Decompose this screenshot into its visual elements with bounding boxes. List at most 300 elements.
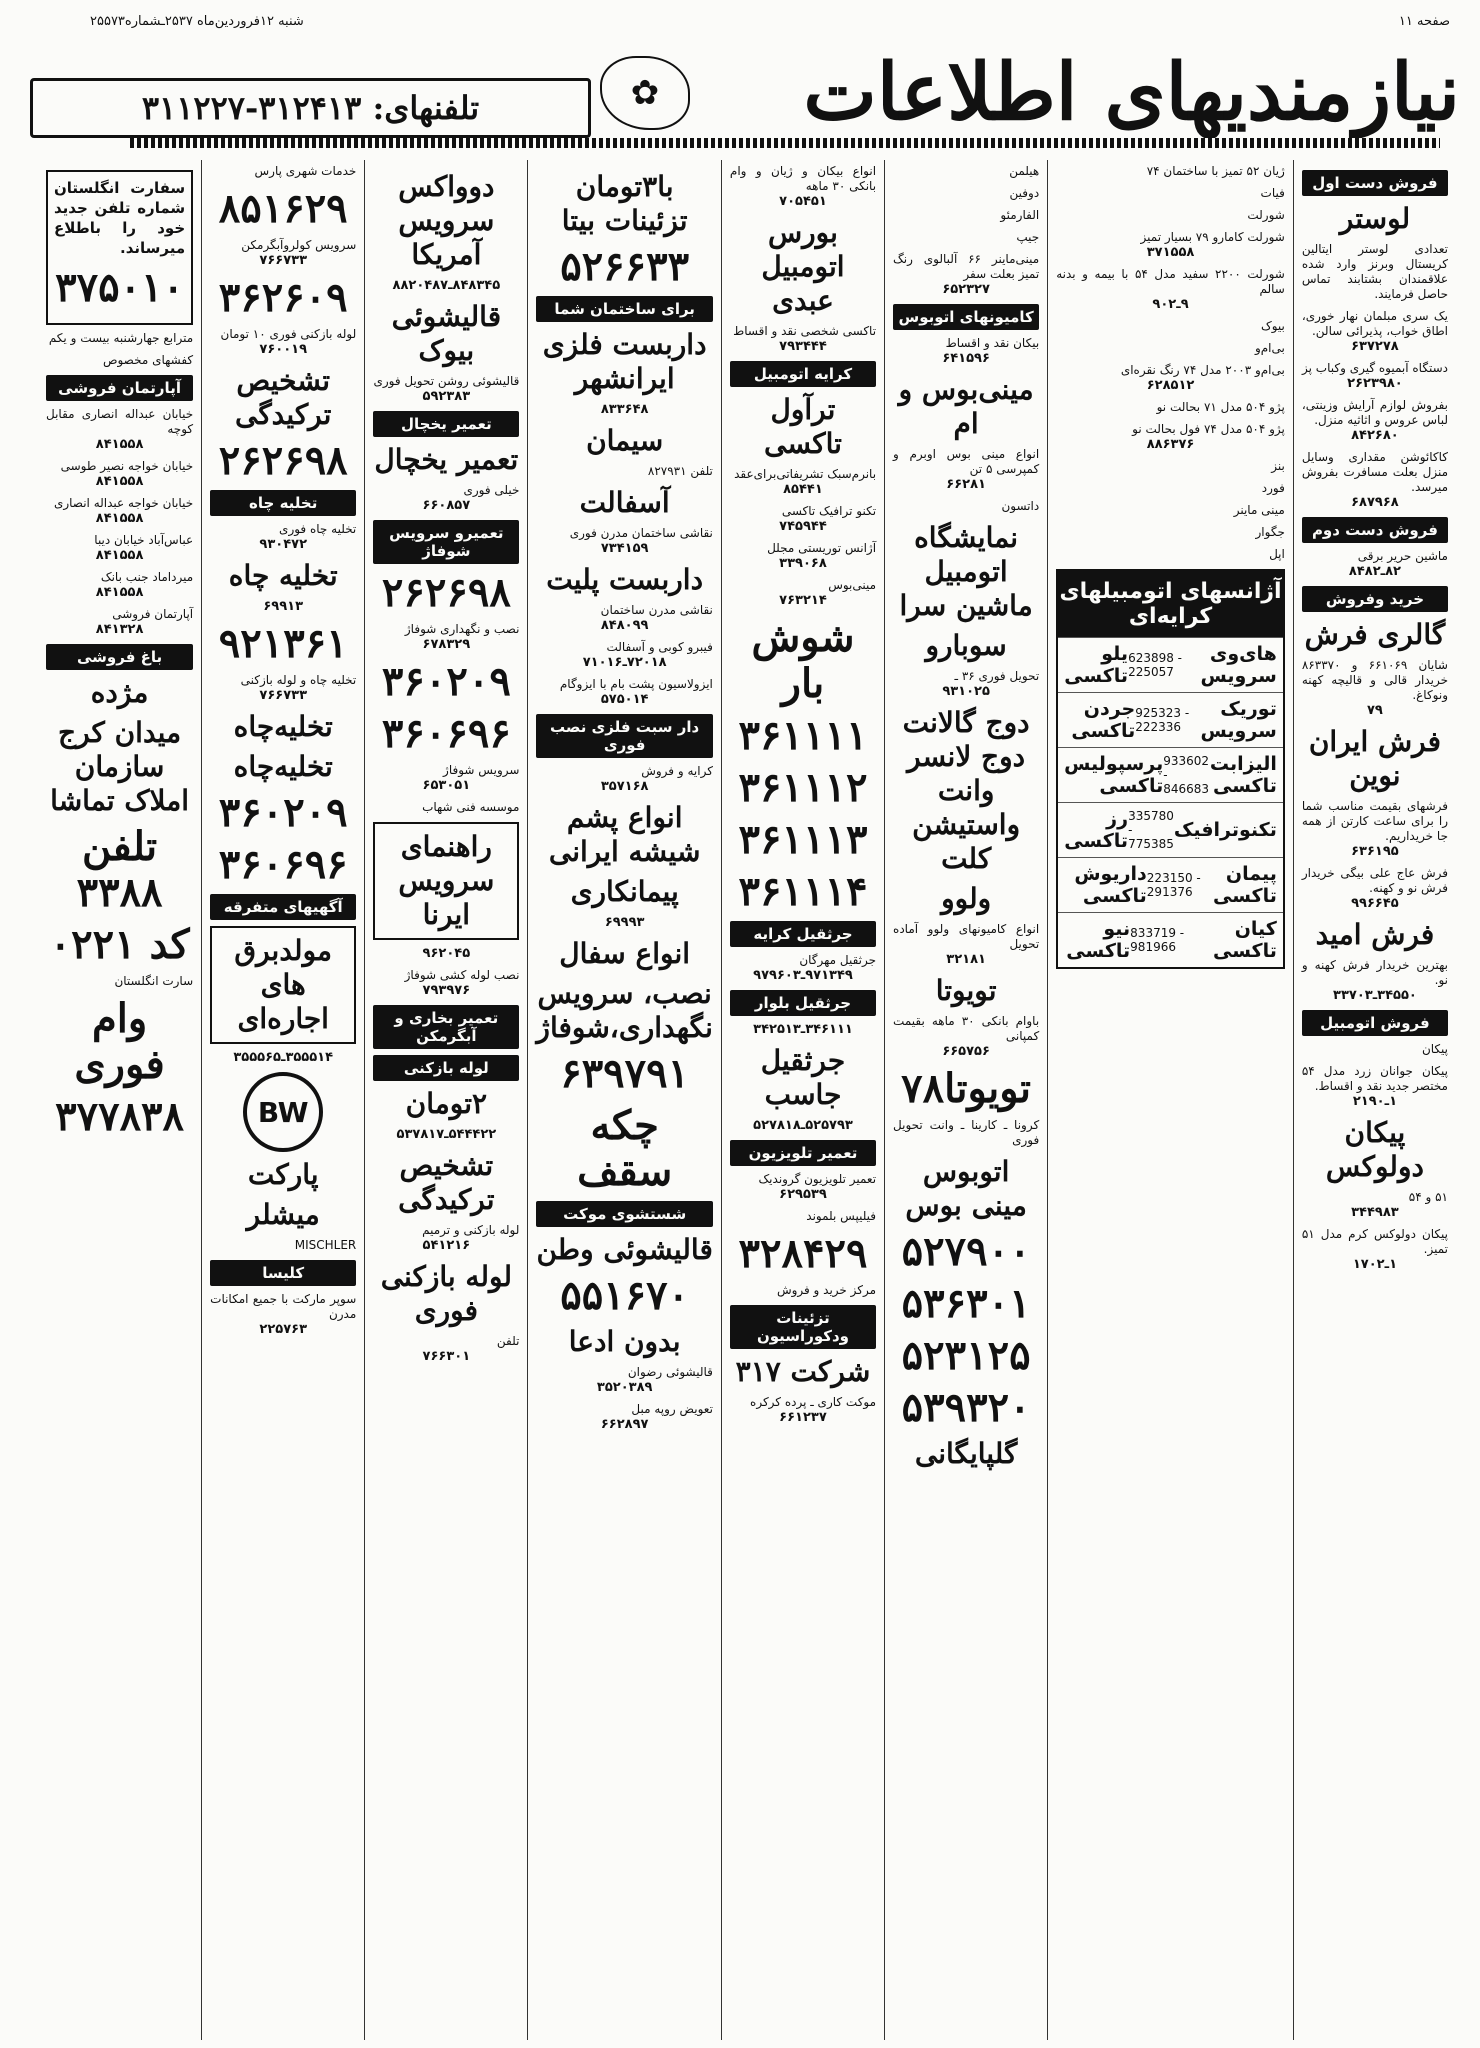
ad-display-text <box>730 615 876 707</box>
ad-text: پیکان دولوکس کرم مدل ۵۱ تمیز. <box>1301 1227 1448 1256</box>
ad-text: تعمیرو سرویس شوفاژ <box>389 524 504 560</box>
ad-text: سوپر مارکت با جمیع امکانات مدرن <box>210 1292 357 1321</box>
agency-row <box>1058 637 1283 692</box>
ad-text: ۳۶۱۱۱۴ <box>738 868 868 915</box>
ad-text: خدمات شهری پارس <box>254 164 357 178</box>
ad-text: شورلت کامارو ۷۹ بسیار تمیز <box>1140 230 1285 244</box>
classified-ad <box>210 1292 356 1337</box>
ad-text: کد ۰۲۲۱ <box>49 921 190 968</box>
section-header <box>373 411 519 437</box>
ad-text: فیات <box>1260 186 1285 200</box>
ad-phone-number: ۶۲۹۵۳۹ <box>779 1187 827 1202</box>
ad-phone-number: ۶۶۵۷۵۶ <box>942 1044 990 1059</box>
ad-display-text <box>210 621 356 667</box>
classified-ad <box>46 533 193 563</box>
classified-ad <box>893 186 1039 201</box>
classified-ad <box>210 238 356 268</box>
ad-text: ۸۵۱۶۲۹ <box>218 185 348 232</box>
classified-ad <box>730 1395 876 1425</box>
ad-display-text <box>893 629 1039 663</box>
ad-text: نصب، سرویس نگهداری،شوفاژ <box>536 977 713 1044</box>
classified-ad <box>1056 230 1285 260</box>
ad-text: ۳۶۲۶۰۹ <box>218 274 348 321</box>
agency-row <box>1058 857 1283 912</box>
ad-text: ۹۲۱۳۶۱ <box>218 620 348 667</box>
ad-display-text <box>1302 202 1448 236</box>
agency-alt-name: نیو تاکسی <box>1066 918 1131 962</box>
ad-text: لوله بازکنی <box>403 1059 489 1077</box>
classified-ad <box>46 570 193 600</box>
ad-text: ۳۶۱۱۱۱ <box>738 712 868 759</box>
agency-name: الیزابت تاکسی <box>1209 753 1277 797</box>
ad-display-text <box>210 1158 356 1192</box>
ad-text: کرونا ـ کارینا ـ وانت تحویل فوری <box>893 1118 1040 1147</box>
ad-phone-number: ۸۴۱۵۵۸ <box>95 511 144 526</box>
classified-ad <box>1302 398 1448 443</box>
classified-ad <box>46 974 193 989</box>
agency-alt-name: داریوش تاکسی <box>1074 863 1147 907</box>
agency-alt-name: پرسپولیس تاکسی <box>1064 753 1164 797</box>
ad-display-text <box>893 521 1039 623</box>
ad-display-text <box>210 1198 356 1232</box>
ad-phone-number: ۹۹۶۶۴۵ <box>1351 896 1399 911</box>
classified-ad <box>730 1172 876 1202</box>
ad-phone-number: ۷۶۶۷۳۳ <box>259 253 308 268</box>
classified-ad <box>1056 319 1285 334</box>
ad-phone-number: ۶۲۸۵۱۲ <box>1146 378 1195 393</box>
ad-display-text <box>373 443 519 477</box>
ad-text: ماشین حریر برقی <box>1357 549 1448 563</box>
ad-text: بدون ادعا <box>568 1325 681 1358</box>
ad-display-text <box>210 275 356 321</box>
ad-phone-number: ۶۹۹۱۳ <box>263 599 304 614</box>
ad-phone-number: ۸۴۸۳۴۵ـ۸۸۲۰۴۸۷ <box>392 278 501 293</box>
ad-text: قالیشوئی روشن تحویل فوری <box>373 374 520 388</box>
ad-text: فورد <box>1261 481 1285 495</box>
ad-text: بهترین خریدار فرش کهنه و نو. <box>1301 958 1448 987</box>
section-header <box>373 520 519 564</box>
ad-phone-number: ۶۶۱۲۳۷ <box>779 1410 827 1425</box>
ad-text: انواع سفال <box>559 937 691 970</box>
ad-display-text <box>373 1260 519 1328</box>
agency-box <box>1056 569 1285 969</box>
ad-text: خیابان خواجه عبداله انصاری <box>53 496 194 510</box>
column-7 <box>201 160 364 2040</box>
ad-text: ۵۳۶۳۰۱ <box>901 1280 1031 1327</box>
ad-display-text <box>730 817 876 863</box>
classified-ad <box>1302 1227 1448 1272</box>
section-header <box>210 894 356 920</box>
section-header <box>536 1201 712 1227</box>
loan-title: وام فوری <box>74 995 165 1088</box>
ad-text: یک سری مبلمان نهار خوری، اطاق خواب، پذیرائی سالن. <box>1301 309 1448 338</box>
classified-ad <box>373 1127 519 1142</box>
ad-text: تحویل فوری ۳۶ ـ <box>954 669 1040 683</box>
ad-text: هیلمن <box>1009 164 1040 178</box>
agency-alt-name: رز تاکسی <box>1064 808 1129 852</box>
ad-display-text <box>536 424 712 458</box>
ad-display-text <box>536 170 712 238</box>
ad-text: میرداماد جنب بانک <box>100 570 194 584</box>
section-header <box>730 1140 876 1166</box>
ad-text: تعمیر یخچال <box>374 443 519 476</box>
ad-display-text <box>210 790 356 836</box>
ad-display-text <box>893 1066 1039 1112</box>
classified-ad <box>893 922 1039 967</box>
ad-text: موسسه فنی شهاب <box>422 800 520 814</box>
ad-text: تخلیه چاه و لوله بازکنی <box>240 673 357 687</box>
ad-text: بیکان نقد و اقساط <box>945 336 1040 350</box>
ad-phone-number: ۸۴۲۶۸۰ <box>1351 428 1399 443</box>
ad-display-text <box>1302 725 1448 793</box>
ad-text: تخلیه‌چاه <box>233 750 333 783</box>
ad-text: مژده <box>90 676 149 709</box>
classified-ad <box>893 499 1039 514</box>
agency-phones: 623898 - 225057 <box>1128 651 1183 679</box>
ad-display-text <box>536 1273 712 1319</box>
issue-date: شنبه ۱۲فروردین‌ماه ۲۵۳۷ـشماره۲۵۵۷۳ <box>90 14 304 29</box>
ad-phone-number: ۳۴۵۵۰ـ۳۳۷۰۳ <box>1333 988 1417 1003</box>
ad-phone-number: ۶۵۲۳۲۷ <box>942 282 990 297</box>
classified-ad <box>1302 1190 1448 1220</box>
ad-display-text <box>730 1044 876 1112</box>
ad-phone-number: ۸۵۴۴۱ <box>783 482 823 497</box>
ad-phone-number: ۲۲۵۷۶۳ <box>259 1322 308 1337</box>
classified-ad <box>1056 481 1285 496</box>
ad-phone-number: ۹۳۱۰۲۵ <box>942 684 990 699</box>
ad-display-text <box>46 922 193 968</box>
ad-phone-number: ۸۸۶۳۷۶ <box>1146 437 1195 452</box>
ad-text: فرشهای بقیمت مناسب شما را برای ساعت کارتن از همه جا خریداریم. <box>1301 799 1448 843</box>
ad-text: بنز <box>1271 459 1285 473</box>
ad-text: بیوک <box>1260 319 1285 333</box>
ad-text: شستشوی موکت <box>563 1205 687 1223</box>
ad-text: خرید وفروش <box>1325 590 1425 608</box>
classified-ad <box>1056 400 1285 415</box>
agency-phones: 925323 - 222336 <box>1135 706 1190 734</box>
ad-text: بی‌ام‌و ۲۰۰۳ مدل ۷۴ رنگ نقره‌ای <box>1120 363 1285 377</box>
ad-display-text <box>373 822 519 940</box>
ad-display-text <box>893 1229 1039 1275</box>
ad-phone-number: ۳۲۱۸۱ <box>946 952 986 967</box>
classified-ad <box>210 164 356 179</box>
ad-text: ۳۶۱۱۱۲ <box>738 764 868 811</box>
ad-text: انواع مینی بوس اوبرم و کمپرسی ۵ تن <box>893 447 1040 476</box>
ad-phone-number: ۷۳۴۱۵۹ <box>600 541 649 556</box>
ad-text: شایان ۶۶۱۰۶۹ و ۸۶۳۳۷۰ خریدار قالی و قالیچه کهنه ونوکاغ. <box>1301 658 1448 702</box>
ad-text: ۳۶۰۲۰۹ <box>381 658 511 705</box>
ad-text: قالیشوئی بیوک <box>391 300 502 367</box>
classified-ad <box>893 208 1039 223</box>
ad-text: سیمان <box>586 424 664 457</box>
ad-phone-number: ۷۴۵۹۴۴ <box>779 519 827 534</box>
ad-text: شوش بار <box>751 614 855 707</box>
ad-text: سارت انگلستان <box>114 974 194 988</box>
classified-ad <box>373 622 519 652</box>
ad-text: پژو ۵۰۴ مدل ۷۱ بحالت نو <box>1156 400 1285 414</box>
ad-text: مترابع جهارشنبه بیست و یکم <box>48 331 194 345</box>
ad-display-text <box>1302 1116 1448 1184</box>
classified-ad <box>536 402 712 417</box>
classified-ad <box>893 230 1039 245</box>
ad-text: بورس اتومبیل عبدی <box>761 216 845 317</box>
ad-display-text <box>210 364 356 432</box>
classified-ad <box>536 464 712 479</box>
ad-phone-number: ۱ـ۲۱۹۰ <box>1352 1094 1397 1109</box>
ad-display-text <box>730 1355 876 1389</box>
section-header <box>893 304 1039 330</box>
ad-phone-number: ۳۷۱۵۵۸ <box>1146 245 1195 260</box>
ad-text: داربست فلزی ایرانشهر <box>542 328 707 395</box>
ad-text: اتوبوس مینی بوس <box>905 1155 1027 1222</box>
ad-text: ۵۲۷۹۰۰ <box>901 1228 1031 1275</box>
classified-ad <box>1302 866 1448 911</box>
ad-text: لوله بازکنی و ترمیم <box>422 1223 520 1237</box>
ad-display-text <box>536 801 712 869</box>
classified-ad <box>730 1118 876 1133</box>
ad-display-text <box>536 244 712 290</box>
ad-text: تویوتا۷۸ <box>901 1065 1032 1112</box>
ad-text: قالیشوئی رضوان <box>627 1365 713 1379</box>
ad-text: تخلیه چاه <box>249 494 318 512</box>
agency-row <box>1058 747 1283 802</box>
agency-name: پیمان تاکسی <box>1212 863 1277 907</box>
ad-text: تشخیص ترکیدگی <box>235 364 332 431</box>
ad-text: باوام بانکی ۳۰ ماهه بقیمت کمپانی <box>893 1014 1040 1043</box>
agency-name: کیان تاکسی <box>1212 918 1277 962</box>
classified-ad <box>373 968 519 998</box>
ad-display-text <box>730 393 876 461</box>
ad-text: کامیونهای اتوبوس <box>898 308 1034 326</box>
ad-display-text <box>210 559 356 593</box>
classified-ad <box>1302 658 1448 718</box>
ad-phone-number: ۸۲ـ۸۴۸۲ <box>1348 564 1401 579</box>
ad-text: سرویس شوفاژ <box>443 763 520 777</box>
ad-text: تزئینات ودکوراسیون <box>756 1309 849 1345</box>
ad-display-text <box>373 1149 519 1217</box>
ad-text: موکت کاری ـ پرده کرکره <box>750 1395 877 1409</box>
ad-text: نقاشی مدرن ساختمان <box>600 603 713 617</box>
ad-text: مینی‌بوس و ام <box>898 373 1034 440</box>
ad-text: پژو ۵۰۴ مدل ۷۴ فول بحالت نو <box>1132 422 1285 436</box>
ad-text: جیپ <box>1016 230 1040 244</box>
emblem-icon: ✿ <box>600 56 690 130</box>
ad-text: دوفین <box>1009 186 1040 200</box>
classified-ad <box>730 541 876 571</box>
ad-display-text <box>730 216 876 318</box>
ad-text: انواع کامیونهای ولوو آماده تحویل <box>893 922 1040 951</box>
ad-text: ۳۶۱۱۱۳ <box>738 816 868 863</box>
ad-text: تلفن ۸۲۷۹۳۱ <box>647 464 713 478</box>
column-5 <box>527 160 720 2040</box>
ad-text: تشخیص ترکیدگی <box>398 1149 495 1216</box>
classified-ad <box>536 915 712 930</box>
ad-text: ۵۲۶۶۳۳ <box>560 243 690 290</box>
ad-text: آسفالت <box>579 486 670 519</box>
ad-display-text <box>536 875 712 909</box>
ad-phone-number: ۸۴۱۵۵۸ <box>95 474 144 489</box>
agency-phones: 335780 - 775385 <box>1128 809 1174 851</box>
page-number: صفحه ۱۱ <box>1398 14 1450 29</box>
ad-text: گلپایگانی <box>914 1437 1018 1470</box>
section-header <box>373 1005 519 1049</box>
ad-phone-number: ۷۹۳۹۷۶ <box>422 983 471 998</box>
ad-text: قالیشوئی وطن <box>536 1233 713 1266</box>
ad-phone-number: ۳۵۲۰۳۸۹ <box>596 1380 653 1395</box>
classified-ad <box>1302 1064 1448 1109</box>
classified-ad <box>1302 361 1448 391</box>
ad-text: میدان کرج سازمان املاک تماشا <box>50 716 189 817</box>
section-header <box>536 296 712 322</box>
ad-text: فرش عاج علی بیگی خریدار فرش نو و کهنه. <box>1301 866 1448 895</box>
ad-text: شورلت <box>1247 208 1285 222</box>
ad-phone-number: ۷۰۵۴۵۱ <box>779 194 827 209</box>
ad-display-text <box>46 824 193 916</box>
classified-ad <box>1302 242 1448 302</box>
ad-text: چکه سقف <box>577 1102 673 1195</box>
ad-text: فرش ایران نوین <box>1308 725 1441 792</box>
column-8 <box>38 160 201 2040</box>
embassy-notice <box>46 170 193 325</box>
classified-ad <box>373 1334 519 1364</box>
embassy-notice-text: سفارت انگلستان شماره تلفن جدید خود را باطلاع میرساند. <box>54 179 186 257</box>
ad-text: نصب و نگهداری شوفاژ <box>404 622 520 636</box>
ad-text: تعدادی لوستر ایتالین کریستال وبرنز وارد شده علاقمندان بشتابند تماس حاصل فرمایند. <box>1301 242 1448 301</box>
ad-text: شورلت ۲۲۰۰ سفید مدل ۵۴ با بیمه و بدنه سالم <box>1056 267 1285 296</box>
ad-display-text <box>893 1155 1039 1223</box>
ad-text: جرثقیل بلوار <box>754 994 852 1012</box>
classified-ad <box>1056 341 1285 356</box>
ad-display-text <box>210 186 356 232</box>
section-header <box>730 921 876 947</box>
ad-text: شرکت ۳۱۷ <box>735 1355 871 1388</box>
ad-display-text <box>46 676 193 710</box>
ad-text: انواع پشم شیشه ایرانی <box>548 801 701 868</box>
ad-text: بانرم‌سبک تشریفاتی‌برای‌عقد <box>734 467 877 481</box>
ad-text: ایزولاسیون پشت بام با ایزوگام <box>559 677 713 691</box>
ad-display-text <box>730 869 876 915</box>
ad-display-text <box>536 977 712 1045</box>
classified-ad <box>1056 267 1285 312</box>
ad-phone-number: ۳۴۴۹۸۳ <box>1351 1205 1399 1220</box>
ad-display-text <box>730 765 876 811</box>
ad-phone-number: ۵۹۲۳۸۳ <box>422 389 471 404</box>
agency-name: تکنوترافیک <box>1173 819 1277 841</box>
classified-ad <box>1302 1042 1448 1057</box>
ad-display-text <box>893 974 1039 1008</box>
ad-display-text <box>210 438 356 484</box>
ad-display-text <box>210 750 356 784</box>
ad-phone-number: ۳۵۵۵۱۴ـ۳۵۵۵۶۵ <box>233 1050 334 1065</box>
section-header <box>46 375 193 401</box>
ad-text: دوج گالانت دوج لانسر وانت واستیشن کلت <box>902 706 1030 875</box>
bw-logo: BW <box>243 1072 323 1152</box>
section-header <box>210 490 356 516</box>
ad-text: تعمیر تلویزیون گروندیک <box>758 1172 877 1186</box>
classified-ad <box>1056 208 1285 223</box>
ad-text: کفشهای مخصوص <box>102 353 194 367</box>
classified-ad <box>893 252 1039 297</box>
ad-text: پیکان دولوکس <box>1325 1116 1424 1183</box>
ad-phone-number: ۶۳۷۲۷۸ <box>1351 339 1399 354</box>
ad-text: فیبرو کوبی و آسفالت <box>606 640 713 654</box>
ad-text: فروش اتومبیل <box>1320 1014 1430 1032</box>
ad-text: ترآول تاکسی <box>763 393 842 460</box>
classified-ad <box>730 504 876 534</box>
ad-text: کلیسا <box>262 1264 305 1282</box>
classified-ad <box>46 607 193 637</box>
ad-phone-number: ۵۷۵۰۱۴ <box>600 692 649 707</box>
ad-text: جرثقیل کرایه <box>753 925 853 943</box>
ad-display-text <box>210 710 356 744</box>
ad-text: جرثقیل مهرگان <box>799 953 877 967</box>
ad-phone-number: ۸۴۱۵۵۸ <box>95 437 144 452</box>
classified-ad <box>210 327 356 357</box>
classified-ad <box>893 447 1039 492</box>
classified-ad <box>1056 525 1285 540</box>
classified-ad <box>536 640 712 670</box>
section-header <box>730 361 876 387</box>
ad-display-text <box>536 486 712 520</box>
section-header <box>536 714 712 758</box>
ad-phone-number: ۳۳۹۰۶۸ <box>779 556 827 571</box>
ad-phone-number: ۶۴۱۵۹۶ <box>942 351 990 366</box>
ad-display-text <box>373 170 519 272</box>
classified-ad <box>893 1014 1039 1059</box>
ad-text: با۳تومان تزئینات بیتا <box>561 170 688 237</box>
ad-text: سوبارو <box>925 629 1007 662</box>
classified-ad <box>1056 164 1285 179</box>
ad-text: دستگاه آبمیوه گیری وکباب پز <box>1302 361 1448 375</box>
ad-display-text <box>46 716 193 818</box>
ad-phone-number: ۷۲۰۱۸ـ۷۱۰۱۶ <box>582 655 667 670</box>
classified-ad <box>210 673 356 703</box>
ad-text: ۵۲۳۱۲۵ <box>901 1332 1031 1379</box>
ad-display-text <box>893 1385 1039 1431</box>
ad-phone-number: ۹۳۰۴۷۲ <box>259 537 308 552</box>
ad-phone-number: ۹۷۱۳۴۹ـ۹۷۹۶۰۳ <box>753 968 853 983</box>
classified-ad <box>730 953 876 983</box>
column-1 <box>1293 160 1456 2040</box>
ad-display-text <box>893 1281 1039 1327</box>
ad-display-text <box>373 1087 519 1121</box>
ad-phone-number: ۵۲۵۷۹۳ـ۵۲۷۸۱۸ <box>753 1118 853 1133</box>
ad-text: ۳۶۰۶۹۶ <box>218 841 348 888</box>
ad-text: تعمیر یخچال <box>400 415 492 433</box>
ad-text: خیابان عبداله انصاری مقابل کوچه <box>46 407 194 436</box>
agency-row <box>1058 912 1283 967</box>
column-3 <box>884 160 1047 2040</box>
ad-text: خیلی فوری <box>463 483 520 497</box>
ad-text: آگهیهای متفرقه <box>223 898 343 916</box>
classified-ad <box>730 164 876 209</box>
ad-phone-number: ۷۶۰۰۱۹ <box>259 342 308 357</box>
classified-ad <box>373 1223 519 1253</box>
ad-display-text <box>536 1325 712 1359</box>
ad-text: پیمانکاری <box>570 875 679 908</box>
ad-phone-number: ۶۶۰۸۵۷ <box>422 498 471 513</box>
classified-ad <box>1302 549 1448 579</box>
ad-text: آژانس توریستی مجلل <box>767 541 877 555</box>
classified-ad <box>373 946 519 961</box>
ad-phone-number: ۱ـ۱۷۰۲ <box>1352 1257 1397 1272</box>
ad-phone-number: ۹ـ۹۰۲ <box>1152 297 1189 312</box>
ad-text: لوستر <box>1339 202 1411 235</box>
classified-ad <box>536 603 712 633</box>
classified-ad <box>46 459 193 489</box>
ad-text: لوله بازکنی فوری <box>380 1260 512 1327</box>
classified-ad <box>1302 450 1448 510</box>
